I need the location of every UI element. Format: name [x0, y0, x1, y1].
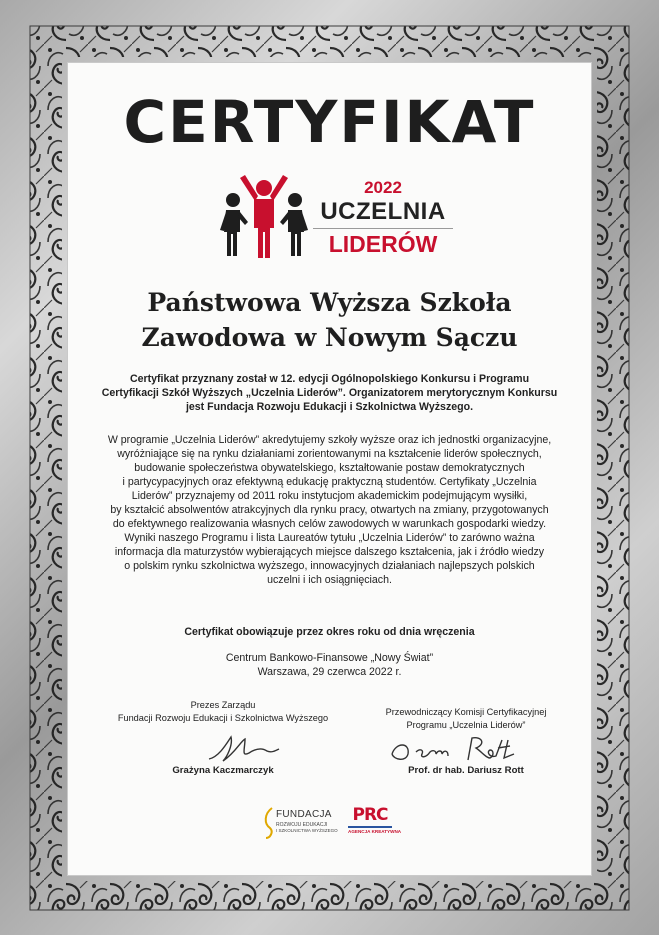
program-description: [90, 433, 569, 587]
body-line: by kształcić absolwentów atrakcyjnych dla rynku pracy, otwartych na zmiany, przygotowanych: [110, 504, 549, 516]
prc-logo: [348, 804, 402, 840]
intro-paragraph: [90, 372, 569, 414]
place-and-date: [90, 651, 569, 679]
logo-line2: LIDERÓW: [313, 228, 453, 258]
intro-line: Certyfikat przyznany został w 12. edycji Ogólnopolskiego Konkursu i Programu: [129, 373, 530, 385]
logo-year: 2022: [364, 178, 402, 197]
right-signatory-title: [346, 706, 586, 731]
prc-sub: AGENCJA KREATYWNA: [348, 829, 402, 834]
left-signatory-name: Grażyna Kaczmarczyk: [172, 765, 274, 776]
body-line: Wyniki naszego Programu i lista Laureatów tytułu „Uczelnia Liderów” to zarówno ważna: [124, 532, 535, 544]
school-name-line1: Państwowa Wyższa Szkoła: [147, 288, 512, 317]
people-figures-icon: [218, 170, 310, 262]
right-signatory-name: Prof. dr hab. Dariusz Rott: [408, 765, 524, 776]
body-line: i partycypacyjnych oraz efektywną edukację praktyczną studentów. Certyfikaty „Uczelnia: [122, 476, 537, 488]
school-name: [0, 285, 659, 355]
body-line: wyróżniające się na rynku działaniami zorientowanymi na kształcenie liderów społecznych,: [117, 448, 542, 460]
body-line: uczelni i ich osiągnięciach.: [267, 574, 392, 586]
right-signatory-title2: Programu „Uczelnia Liderów”: [406, 719, 526, 730]
prc-logo-text: PRC: [348, 804, 392, 828]
uczelnia-liderow-logo: [218, 170, 448, 265]
body-line: do efektywnego realizowania własnych celów zawodowych w warunkach gospodarki wiedzy.: [112, 518, 547, 530]
body-line: informacja dla maturzystów wybierających miejsce dalszego kształcenia, jak i źródło wiedzy: [114, 546, 545, 558]
body-line: Liderów” przyznajemy od 2011 roku instytucjom akademickim podejmującym wysiłki,: [131, 490, 528, 502]
left-signatory-title: [98, 699, 348, 724]
right-signature-mark: [386, 732, 526, 766]
intro-line: Certyfikacji Szkół Wyższych „Uczelnia Liderów”. Organizatorem merytorycznym Konkursu: [101, 387, 558, 399]
left-signatory-title1: Prezes Zarządu: [190, 700, 256, 710]
body-line: W programie „Uczelnia Liderów” akredytujemy szkoły wyższe oraz ich jednostki organizacyjne,: [107, 434, 552, 446]
logo-text: [313, 170, 453, 258]
right-signatory-title1: Przewodniczący Komisji Certyfikacyjnej: [385, 707, 547, 717]
body-line: budowanie społeczeństwa obywatelskiego, kształtowanie postaw demokratycznych: [134, 462, 525, 474]
fundacja-swirl-icon: [262, 806, 276, 840]
place-text: Centrum Bankowo-Finansowe „Nowy Świat”: [225, 652, 434, 664]
fundacja-name: FUNDACJA: [276, 809, 332, 820]
left-signature-mark: [205, 733, 285, 765]
school-name-line2: Zawodowa w Nowym Sączu: [141, 323, 518, 352]
certificate-title: CERTYFIKAT: [123, 88, 536, 156]
body-line: o polskim rynku szkolnictwa wyższego, innowacyjnych działaniach najlepszych polskich: [124, 560, 535, 572]
fundacja-logo: [262, 806, 338, 842]
fundacja-sub1: ROZWOJU EDUKACJI: [276, 822, 328, 828]
logo-line1: UCZELNIA: [320, 198, 446, 225]
date-text: Warszawa, 29 czerwca 2022 r.: [257, 666, 402, 678]
validity-statement: Certyfikat obowiązuje przez okres roku od dnia wręczenia: [184, 626, 475, 638]
intro-line: jest Fundacja Rozwoju Edukacji i Szkolnictwa Wyższego.: [185, 401, 474, 413]
fundacja-sub2: I SZKOLNICTWA WYŻSZEGO: [276, 828, 338, 833]
left-signatory-title2: Fundacji Rozwoju Edukacji i Szkolnictwa Wyższego: [117, 712, 329, 723]
